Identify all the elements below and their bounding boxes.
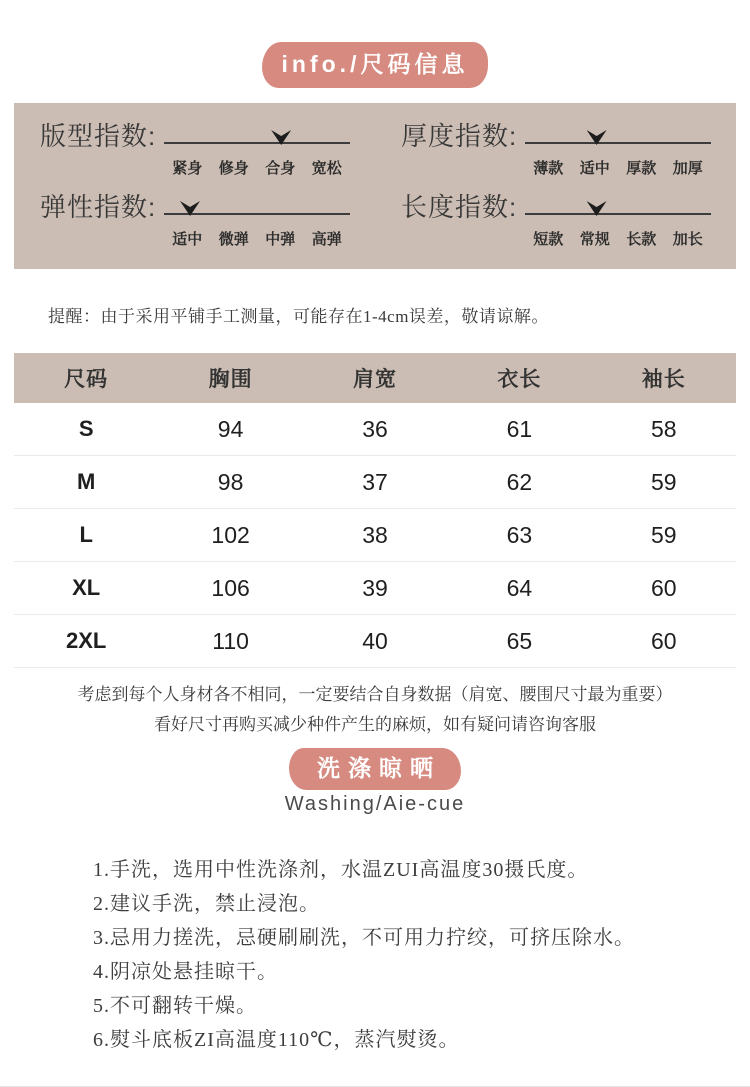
cell-shoulder: 38 [362,521,388,548]
scale-label: 微弹 [218,231,249,248]
cell-length: 65 [506,627,533,654]
index-item [375,191,736,249]
size-table-header-cell: 尺码 [64,368,109,391]
scale-label: 宽松 [311,160,342,177]
scale-label: 常规 [579,231,610,248]
scale-line [525,213,711,215]
size-table-header-cell: 袖长 [641,368,686,391]
cell-length: 64 [506,574,533,601]
scale-label: 适中 [172,231,203,248]
scale-labels [525,157,711,178]
scale-line [164,142,350,144]
cell-bust: 106 [211,574,250,601]
washing-instruction-item: 1.手洗，选用中性洗涤剂，水温ZUI高温度30摄氏度。 [93,859,589,881]
washing-instruction-item: 5.不可翻转干燥。 [93,995,257,1017]
cell-sleeve: 58 [650,415,677,442]
cell-size: S [78,416,94,441]
cell-size: XL [72,575,101,600]
washing-instructions-list [93,860,750,1050]
index-title: 弹性指数: [40,192,157,222]
cell-shoulder: 36 [362,415,388,442]
size-table-header-cell: 肩宽 [352,368,397,391]
scale-labels [164,228,350,249]
scale-labels [164,157,350,178]
index-scale [525,120,711,178]
cell-size: L [79,522,93,547]
table-row [14,615,736,668]
index-title: 版型指数: [40,121,157,151]
index-scale [164,120,350,178]
cell-bust: 102 [211,521,250,548]
index-item [375,120,736,178]
cell-size: 2XL [66,628,107,653]
arrow-down-marker [180,201,200,216]
table-row [14,509,736,562]
cell-sleeve: 59 [650,468,677,495]
cell-sleeve: 60 [650,627,677,654]
size-table-header-row [14,353,736,403]
washing-subtitle: Washing/Aie-cue [284,793,466,815]
arrow-down-marker [587,201,607,216]
cell-shoulder: 40 [362,627,388,654]
cell-length: 61 [506,415,533,442]
washing-badge-row [0,740,750,790]
cell-sleeve: 59 [650,521,677,548]
arrow-down-marker [587,130,607,145]
size-note-line-1: 考虑到每个人身材各不相同，一定要结合自身数据（肩宽、腰围尺寸最为重要） [77,685,673,704]
fit-index-panel [14,103,736,269]
scale-label: 修身 [218,160,249,177]
scale-label: 加厚 [672,160,703,177]
table-row [14,562,736,615]
scale-labels [525,228,711,249]
scale-label: 厚款 [626,160,657,177]
scale-label: 高弹 [311,231,342,248]
cell-length: 62 [506,468,533,495]
scale-label: 短款 [533,231,564,248]
scale-line [525,142,711,144]
size-info-badge-row [0,0,750,88]
scale-label: 加长 [672,231,703,248]
table-row [14,403,736,456]
scale-label: 紧身 [172,160,203,177]
index-title: 厚度指数: [401,121,518,151]
index-title: 长度指数: [401,192,518,222]
cell-bust: 94 [217,415,244,442]
cell-length: 63 [506,521,533,548]
cell-bust: 110 [212,627,249,654]
arrow-down-marker [271,130,291,145]
size-info-section-badge: info./尺码信息 [262,42,489,88]
size-table-body [14,403,736,668]
index-item [14,120,375,178]
scale-label: 合身 [265,160,296,177]
scale-label: 适中 [579,160,610,177]
cell-sleeve: 60 [650,574,677,601]
size-table [14,353,736,668]
washing-instruction-item: 4.阴凉处悬挂晾干。 [93,961,278,983]
washing-instruction-item: 3.忌用力搓洗，忌硬刷刷洗，不可用力拧绞，可挤压除水。 [93,927,635,949]
washing-section-badge: 洗涤晾晒 [289,748,461,790]
cell-shoulder: 39 [362,574,388,601]
size-table-header-cell: 衣长 [497,368,542,391]
index-item [14,191,375,249]
measurement-reminder-text: 提醒：由于采用平铺手工测量，可能存在1-4cm误差，敬请谅解。 [48,307,549,326]
cell-shoulder: 37 [362,468,388,495]
size-note-line-2: 看好尺寸再购买减少种件产生的麻烦，如有疑问请咨询客服 [154,715,596,734]
index-scale [525,191,711,249]
table-row [14,456,736,509]
scale-label: 中弹 [265,231,296,248]
scale-label: 长款 [626,231,657,248]
scale-line [164,213,350,215]
index-scale [164,191,350,249]
scale-label: 薄款 [533,160,564,177]
size-table-header-cell: 胸围 [208,368,253,391]
washing-instruction-item: 6.熨斗底板ZI高温度110℃，蒸汽熨烫。 [93,1029,460,1051]
cell-size: M [77,469,96,494]
washing-instruction-item: 2.建议手洗，禁止浸泡。 [93,893,320,915]
cell-bust: 98 [217,468,244,495]
